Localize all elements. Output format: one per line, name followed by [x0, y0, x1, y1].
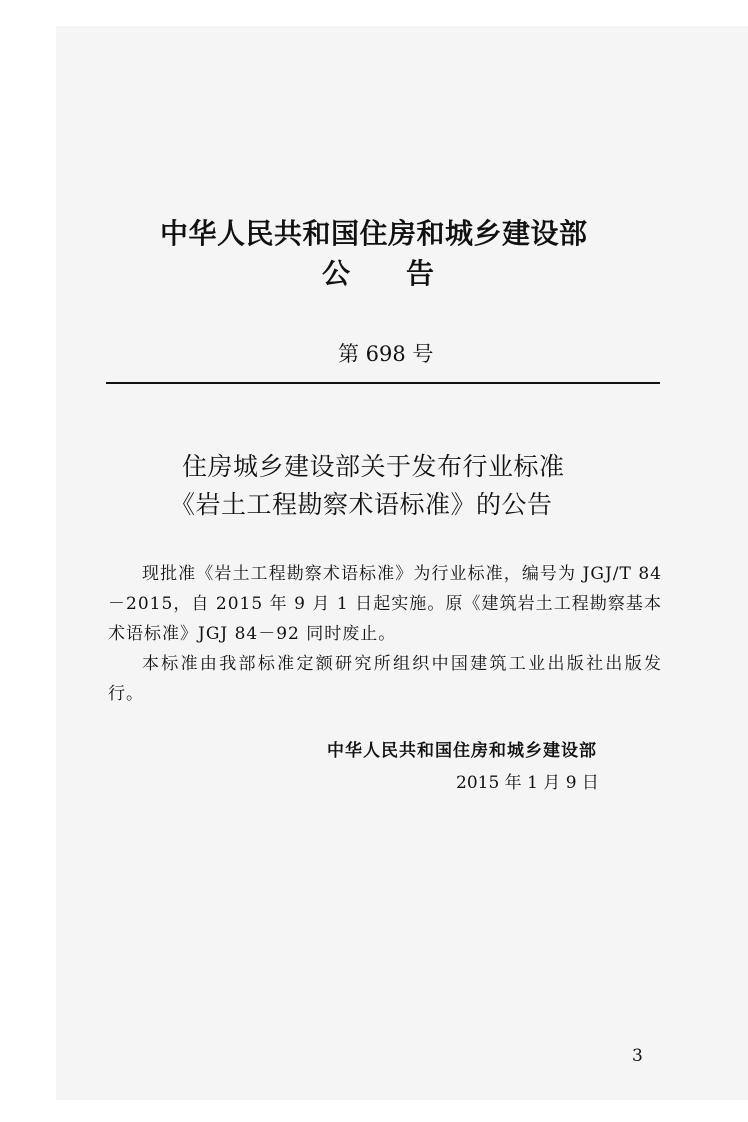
body-paragraph-1: 现批准《岩土工程勘察术语标准》为行业标准，编号为 JGJ/T 84－2015，自 2015 年 9 月 1 日起实施。原《建筑岩土工程勘察基本术语标准》JGJ 84－92 同时废止。 [108, 564, 662, 644]
signature-organization: 中华人民共和国住房和城乡建设部 [327, 741, 597, 761]
body-paragraph-2: 本标准由我部标准定额研究所组织中国建筑工业出版社出版发行。 [108, 654, 662, 704]
subject-line-1: 住房城乡建设部关于发布行业标准 [182, 452, 565, 481]
notice-number: 第 698 号 [338, 342, 434, 366]
issuer-heading: 中华人民共和国住房和城乡建设部 [160, 217, 588, 250]
page-number: 3 [632, 1046, 643, 1066]
horizontal-divider [106, 382, 660, 384]
notice-body [108, 559, 662, 709]
signature-date: 2015 年 1 月 9 日 [456, 773, 599, 793]
notice-label: 公告 [322, 257, 491, 290]
subject-line-2: 《岩土工程勘察术语标准》的公告 [170, 490, 553, 519]
